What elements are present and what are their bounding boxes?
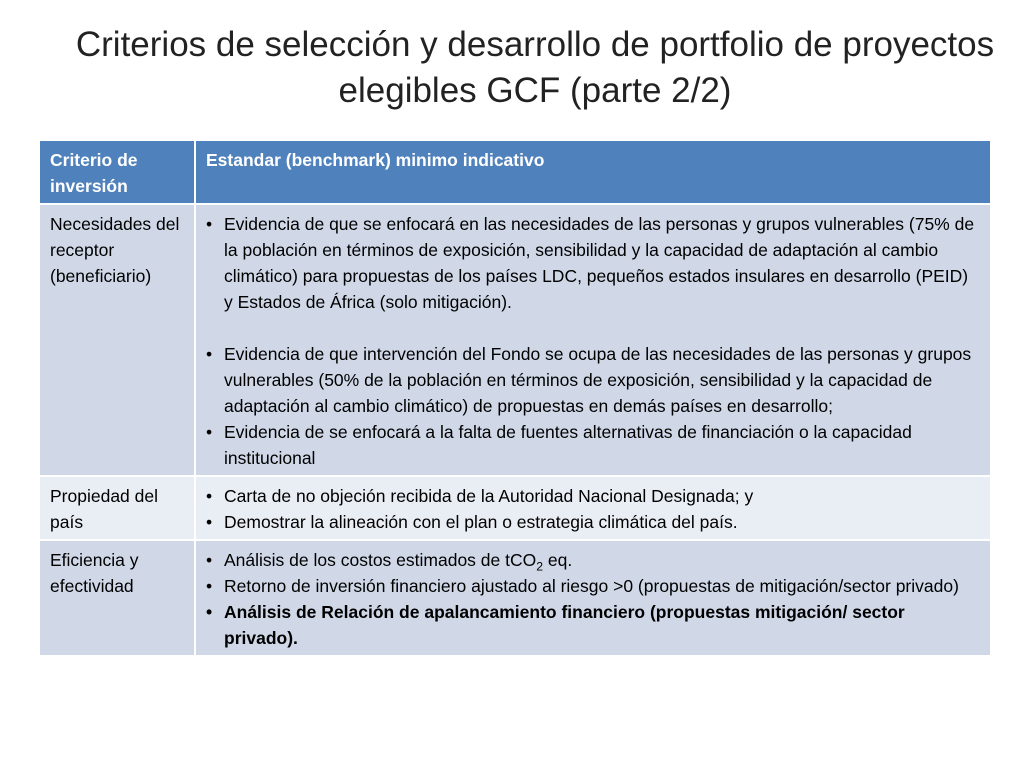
criteria-table: [38, 139, 992, 657]
benchmark-list: [206, 483, 980, 535]
benchmark-cell: [195, 476, 991, 540]
co2-text-prefix: Análisis de los costos estimados de tCO: [224, 550, 537, 570]
list-item: • Carta de no objeción recibida de la Autoridad Nacional Designada; y: [224, 483, 980, 509]
list-item: • Análisis de Relación de apalancamiento financiero (propuestas mitigación/ sector privado).: [224, 599, 980, 651]
benchmark-list: [206, 547, 980, 651]
table-header-row: [39, 140, 991, 204]
criterion-cell: Necesidades del receptor (beneficiario): [39, 204, 195, 476]
co2-text-suffix: eq.: [543, 550, 573, 570]
benchmark-cell: [195, 204, 991, 476]
table-row: [39, 476, 991, 540]
list-item: • Evidencia de que se enfocará en las necesidades de las personas y grupos vulnerables (75% de la población en términos de exposición, sensibilidad y la capacidad de adaptación al cambio climático) para propuestas de los países LDC, pequeños estados insulares en desarrollo (PEID) y Estados de África (solo mitigación).: [224, 211, 980, 315]
co2-subscript: 2: [536, 559, 544, 574]
criterion-cell: Eficiencia y efectividad: [39, 540, 195, 656]
list-item: [224, 547, 980, 573]
criterion-cell: Propiedad del país: [39, 476, 195, 540]
list-item: • Retorno de inversión financiero ajustado al riesgo >0 (propuestas de mitigación/sector privado): [224, 573, 980, 599]
slide-title: Criterios de selección y desarrollo de portfolio de proyectos elegibles GCF (parte 2/2): [75, 25, 995, 110]
list-item: • Evidencia de que intervención del Fondo se ocupa de las necesidades de las personas y grupos vulnerables (50% de la población en términos de exposición, sensibilidad y la capacidad de adaptación al cambio climático) de propuestas en demás países en desarrollo;: [224, 341, 980, 419]
header-benchmark: Estandar (benchmark) minimo indicativo: [195, 140, 991, 204]
header-criterion: Criterio de inversión: [39, 140, 195, 204]
table-row: [39, 540, 991, 656]
list-item: • Demostrar la alineación con el plan o estrategia climática del país.: [224, 509, 980, 535]
table-row: [39, 204, 991, 476]
benchmark-list: [206, 211, 980, 471]
benchmark-cell: [195, 540, 991, 656]
list-item: • Evidencia de se enfocará a la falta de fuentes alternativas de financiación o la capacidad institucional: [224, 419, 980, 471]
